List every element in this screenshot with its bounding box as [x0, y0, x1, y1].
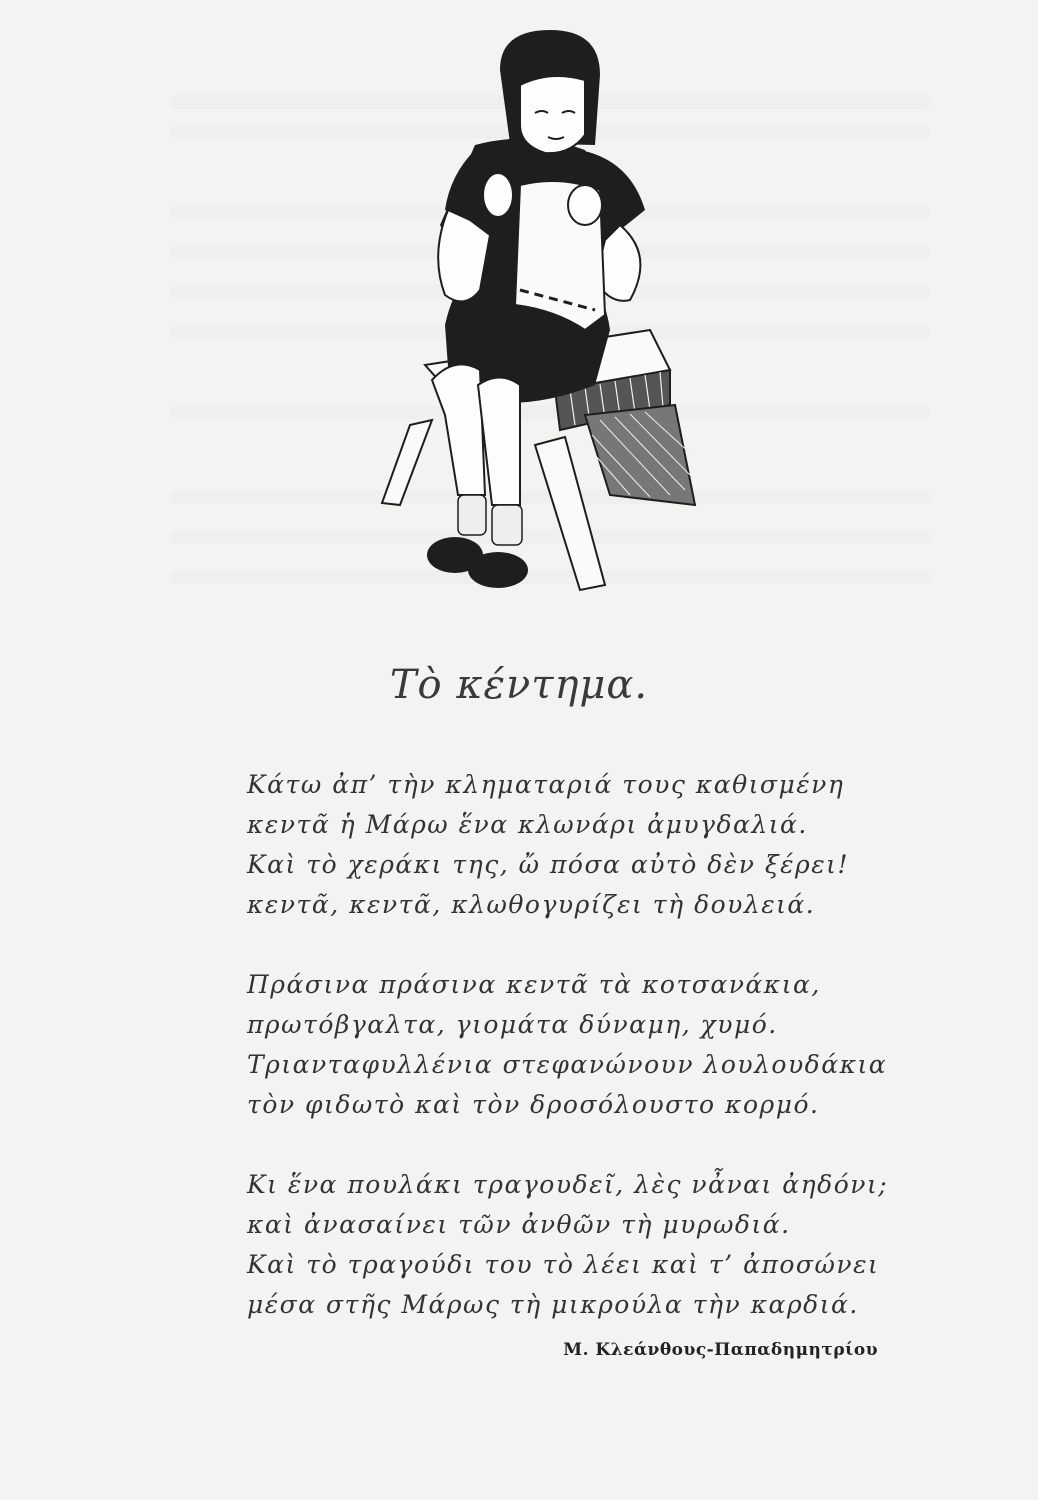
- poem-title: Τὸ κέντημα.: [389, 662, 649, 708]
- poem-line: Κάτω ἀπ’ τὴν κληματαριά τους καθισμένη: [247, 770, 845, 799]
- poem-line: τὸν φιδωτὸ καὶ τὸν δροσόλουστο κορμό.: [247, 1090, 820, 1119]
- poem-line: κεντᾶ ἡ Μάρω ἕνα κλωνάρι ἀμυγδαλιά.: [247, 810, 808, 839]
- stanza-3: [247, 1165, 907, 1325]
- poem-line: πρωτόβγαλτα, γιομάτα δύναμη, χυμό.: [247, 1010, 778, 1039]
- author-signature: Μ. Κλεάνθους-Παπαδημητρίου: [563, 1340, 878, 1360]
- poem-line: Κι ἕνα πουλάκι τραγουδεῖ, λὲς νἆναι ἀηδόνι;: [247, 1170, 889, 1199]
- stanza-2: [247, 965, 907, 1125]
- poem-line: Πράσινα πράσινα κεντᾶ τὰ κοτσανάκια,: [247, 970, 821, 999]
- head-icon: [500, 30, 600, 153]
- poem-line: καὶ ἀνασαίνει τῶν ἀνθῶν τὴ μυρωδιά.: [247, 1210, 791, 1239]
- legs-icon: [432, 364, 520, 505]
- poem-line: Καὶ τὸ χεράκι της, ὤ πόσα αὐτὸ δὲν ξέρει!: [247, 850, 850, 879]
- poem-line: μέσα στῆς Μάρως τὴ μικρούλα τὴν καρδιά.: [247, 1290, 859, 1319]
- stanza-1: [247, 765, 907, 925]
- poem-line: Καὶ τὸ τραγούδι του τὸ λέει καὶ τ’ ἀποσώνει: [247, 1250, 880, 1279]
- poem-line: Τριανταφυλλένια στεφανώνουν λουλουδάκια: [247, 1050, 888, 1079]
- girl-embroidering-illustration: [370, 25, 700, 600]
- poem-line: κεντᾶ, κεντᾶ, κλωθογυρίζει τὴ δουλειά.: [247, 890, 816, 919]
- poem-body: [247, 765, 907, 1365]
